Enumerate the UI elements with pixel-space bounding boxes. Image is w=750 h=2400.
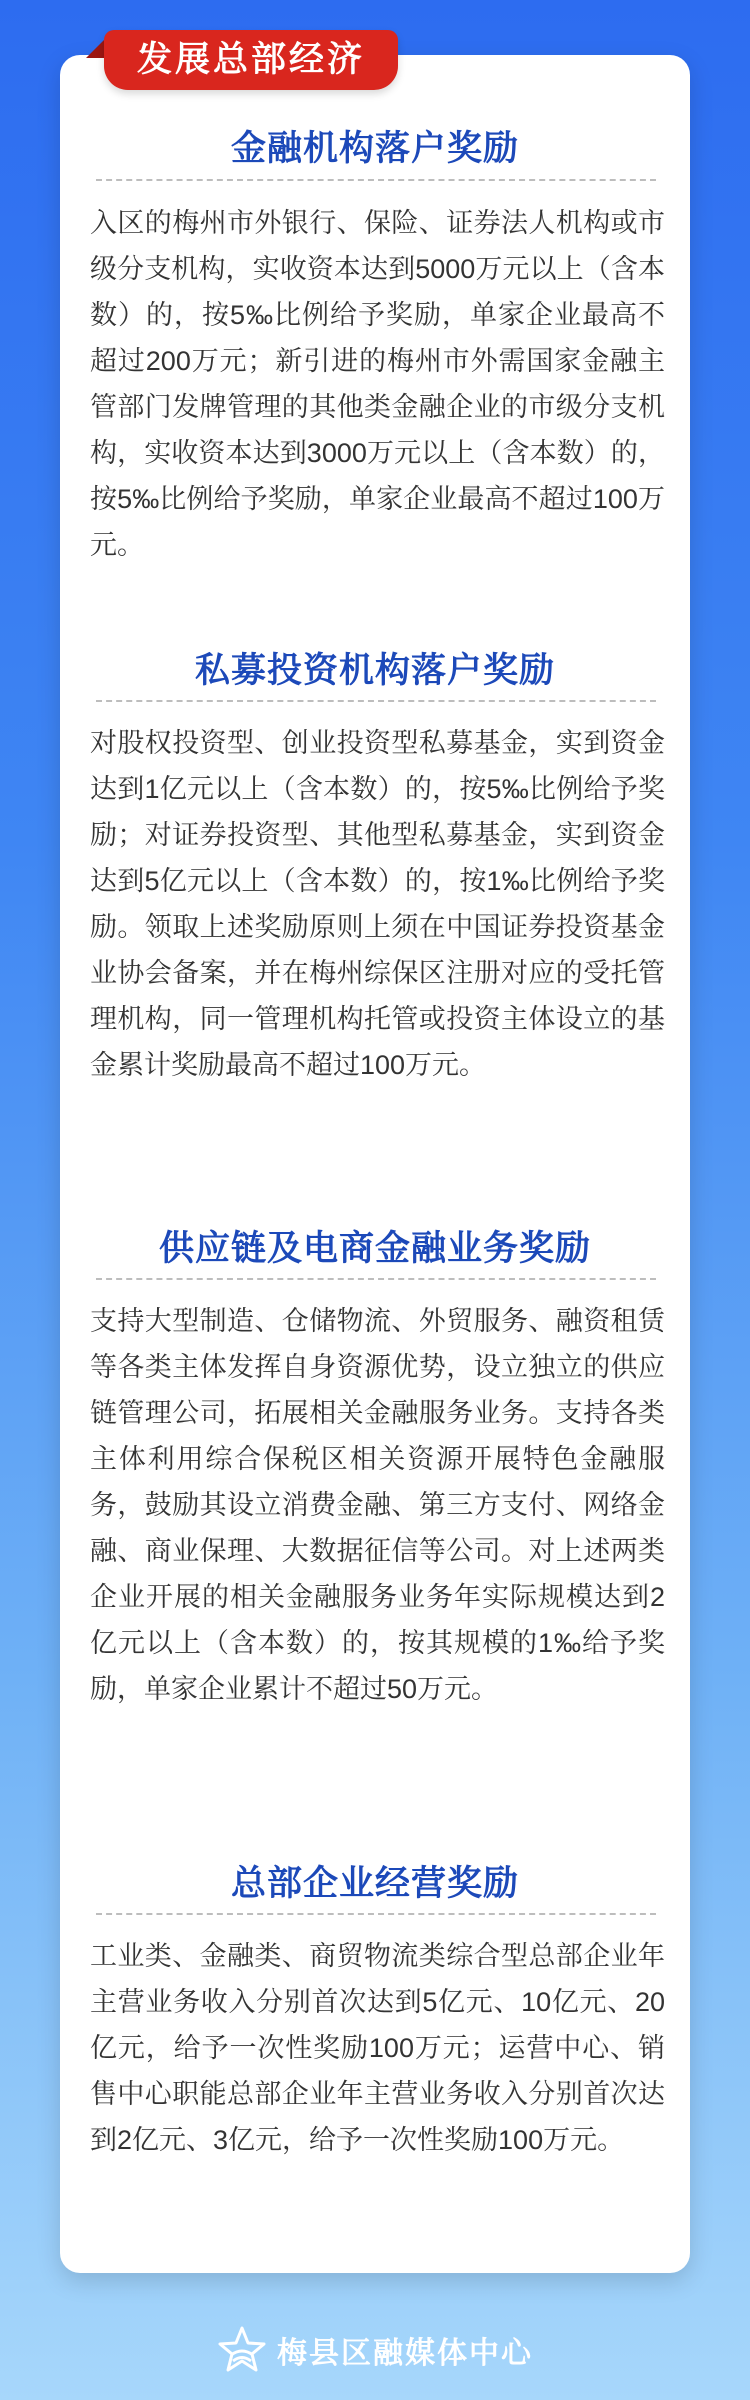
tab-fold-decoration — [86, 38, 106, 58]
section-body-supply-chain: 支持大型制造、仓储物流、外贸服务、融资租赁等各类主体发挥自身资源优势，设立独立的供应链管理公司，拓展相关金融服务业务。支持各类主体利用综合保税区相关资源开展特色金融服务，鼓励其设立消费金融、第三方支付、网络金融、商业保理、大数据征信等公司。对上述两类企业开展的相关金融服务业务年实际规模达到2亿元以上（含本数）的，按其规模的1‰给予奖励，单家企业累计不超过50万元。 — [90, 1306, 665, 1704]
section-body-financial-institution: 入区的梅州市外银行、保险、证券法人机构或市级分支机构，实收资本达到5000万元以上（含本数）的，按5‰比例给予奖励，单家企业最高不超过200万元；新引进的梅州市外需国家金融主管部门发牌管理的其他类金融企业的市级分支机构，实收资本达到3000万元以上（含本数）的，按5‰比例给予奖励，单家企业最高不超过100万元。 — [90, 208, 665, 560]
section-title-supply-chain: 供应链及电商金融业务奖励 — [158, 1229, 591, 1268]
section-body-private-equity: 对股权投资型、创业投资型私募基金，实到资金达到1亿元以上（含本数）的，按5‰比例给予奖励；对证券投资型、其他型私募基金，实到资金达到5亿元以上（含本数）的，按1‰比例给予奖励。领取上述奖励原则上须在中国证券投资基金业协会备案，并在梅州综保区注册对应的受托管理机构，同一管理机构托管或投资主体设立的基金累计奖励最高不超过100万元。 — [90, 728, 665, 1080]
section-divider — [96, 700, 656, 702]
footer-org-name: 梅县区融媒体中心 — [277, 2337, 533, 2370]
section-title-financial-institution: 金融机构落户奖励 — [230, 129, 519, 168]
section-title-headquarters: 总部企业经营奖励 — [230, 1864, 519, 1903]
section-divider — [96, 1278, 656, 1280]
section-divider — [96, 1913, 656, 1915]
section-divider — [96, 179, 656, 181]
footer-brand — [0, 2322, 750, 2378]
section-title-private-equity: 私募投资机构落户奖励 — [194, 651, 555, 690]
section-body-headquarters: 工业类、金融类、商贸物流类综合型总部企业年主营业务收入分别首次达到5亿元、10亿元、20亿元，给予一次性奖励100万元；运营中心、销售中心职能总部企业年主营业务收入分别首次达到2亿元、3亿元，给予一次性奖励100万元。 — [90, 1941, 665, 2155]
header-tab: 发展总部经济 — [104, 30, 398, 90]
content-card — [60, 55, 690, 2273]
star-logo-icon — [217, 2325, 267, 2375]
